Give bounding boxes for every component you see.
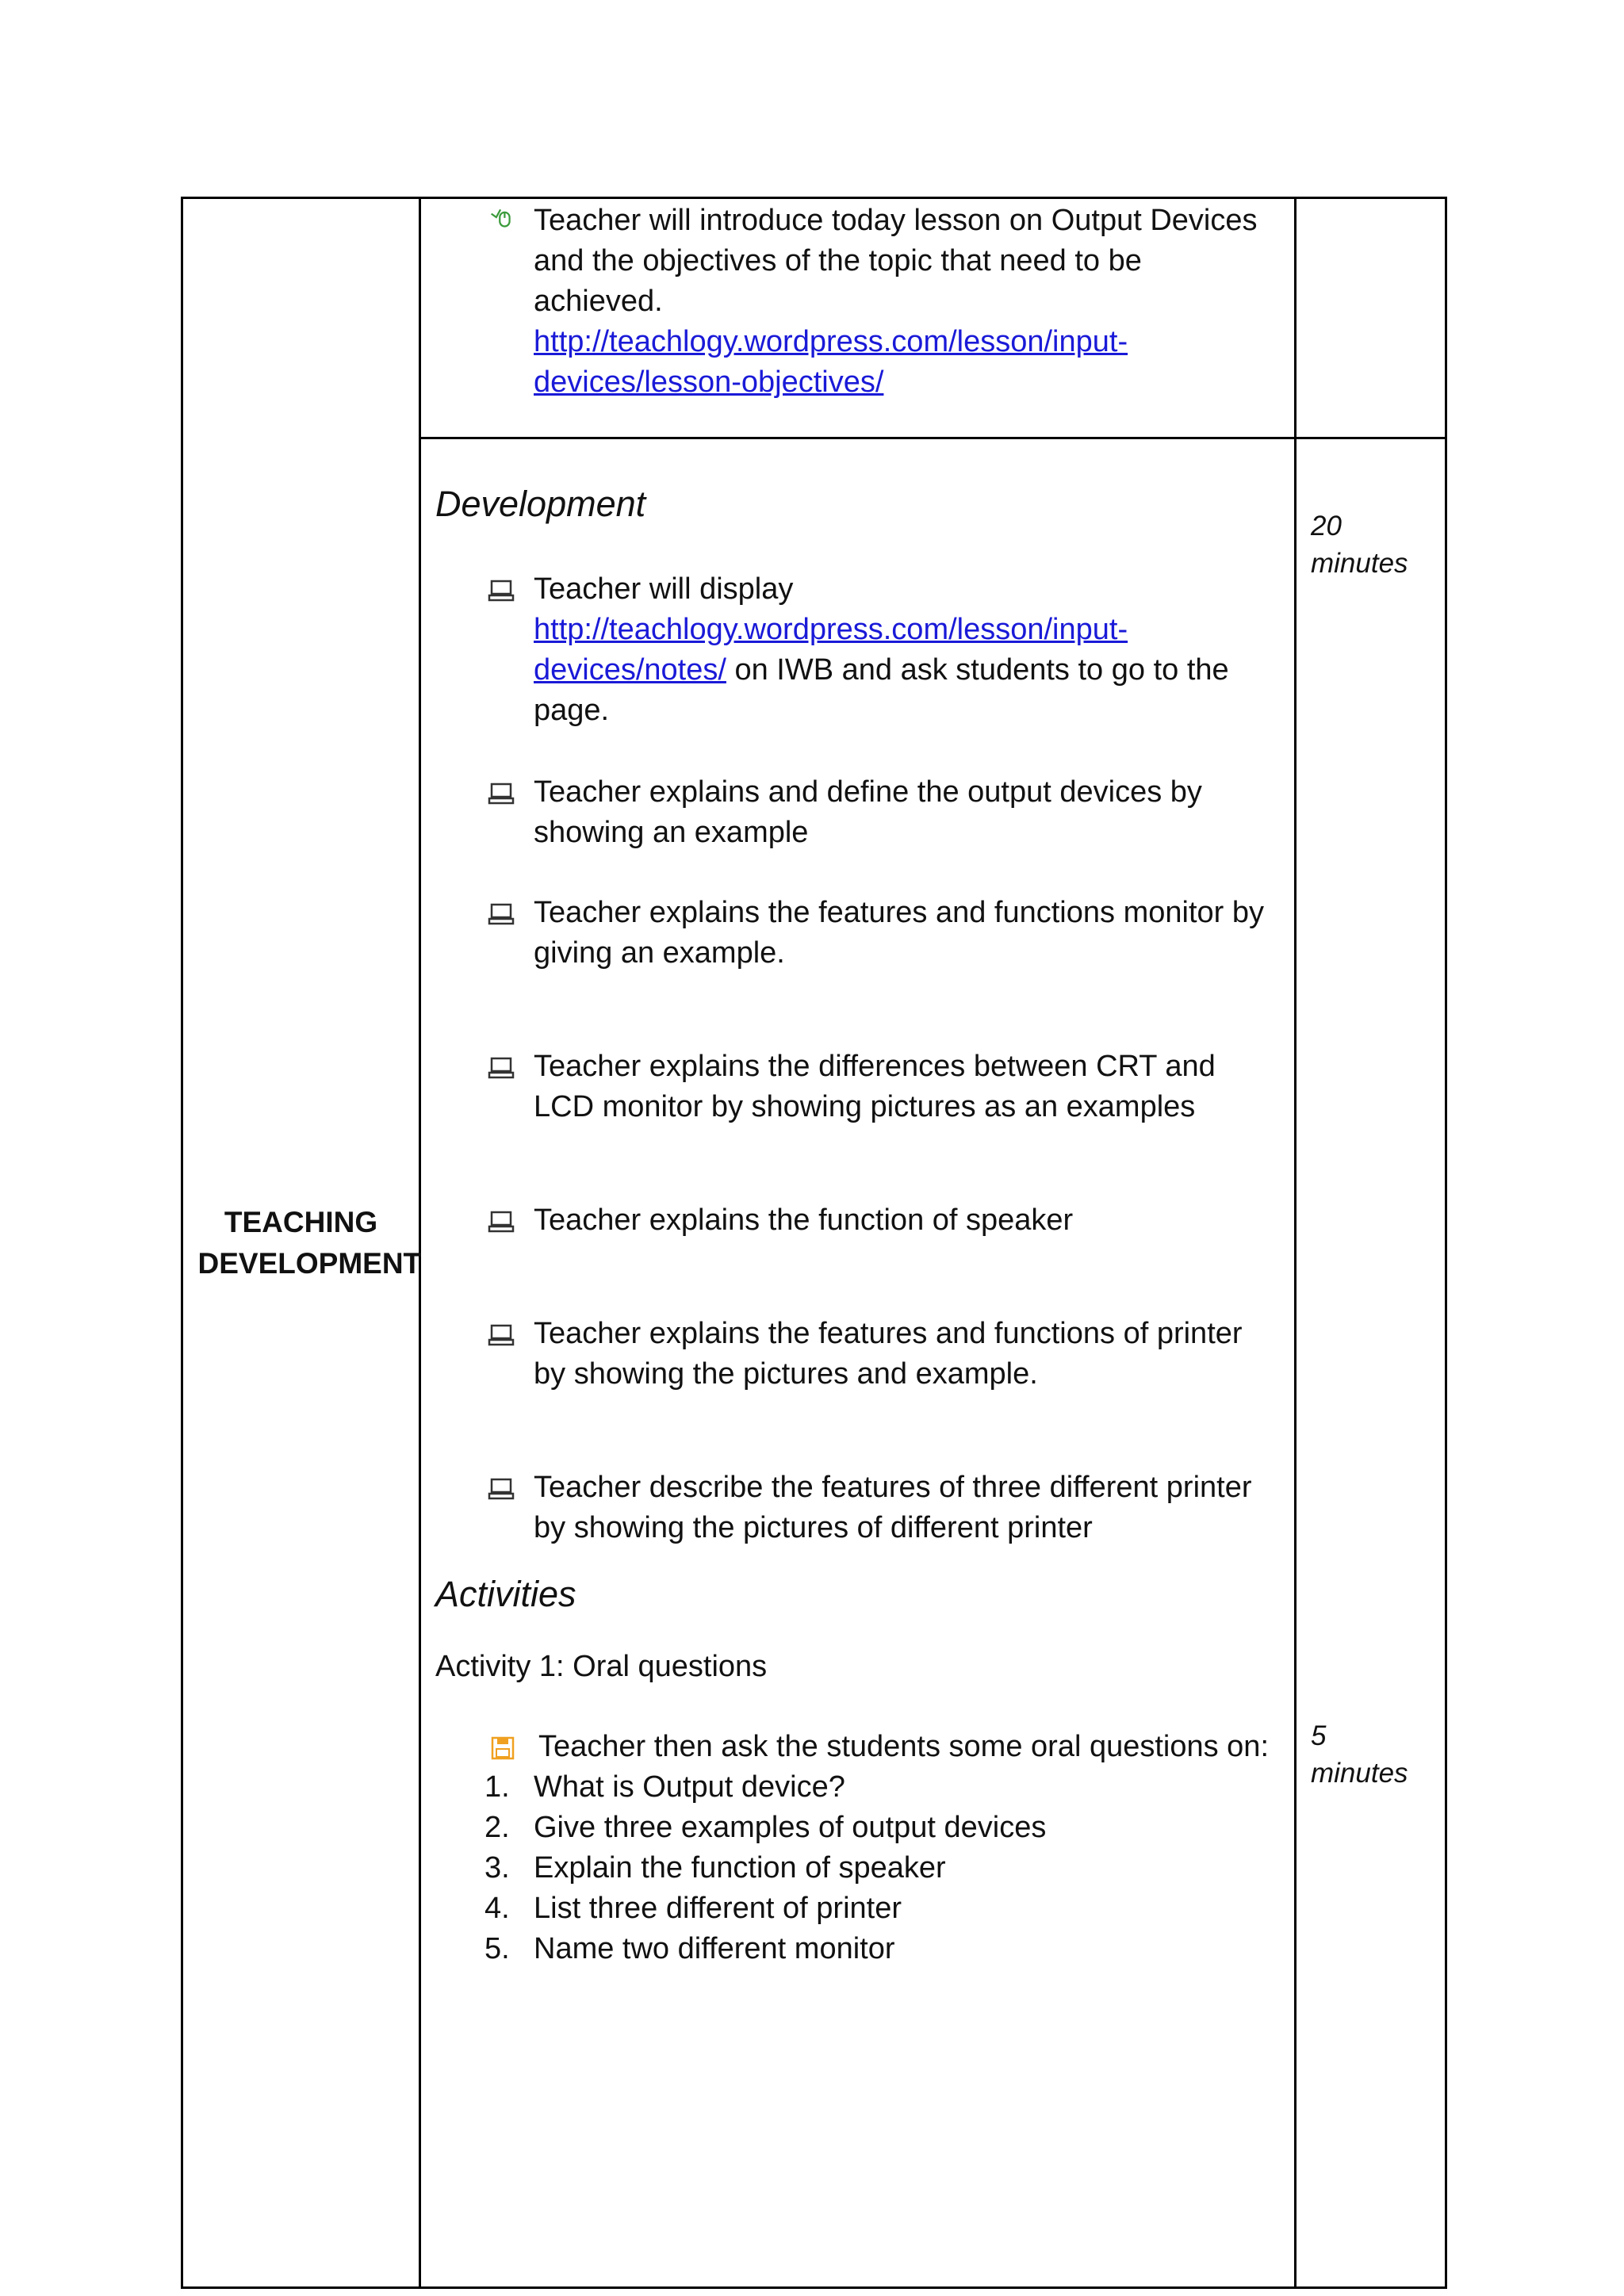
intro-cell bbox=[420, 198, 1296, 438]
question-item bbox=[421, 1767, 1294, 1808]
question-item bbox=[421, 1848, 1294, 1888]
development-item-text: Teacher describe the features of three different printer by showing the pictures of different printer bbox=[534, 1471, 1252, 1544]
development-cell bbox=[420, 438, 1296, 2288]
development-item bbox=[421, 1468, 1294, 1548]
notes-link[interactable]: http://teachlogy.wordpress.com/lesson/input-devices/notes/ bbox=[534, 613, 1128, 687]
floppy-disk-icon bbox=[491, 1736, 515, 1760]
activity-time: 5 minutes bbox=[1311, 1720, 1408, 1789]
development-item-text: Teacher explains the features and functions monitor by giving an example. bbox=[534, 896, 1264, 970]
oral-questions-prompt-text: Teacher then ask the students some oral questions on: bbox=[538, 1730, 1269, 1763]
development-item bbox=[421, 1200, 1294, 1241]
activities-heading: Activities bbox=[435, 1574, 576, 1614]
question-text: Name two different monitor bbox=[534, 1932, 895, 1965]
laptop-icon bbox=[488, 782, 515, 806]
question-text: What is Output device? bbox=[534, 1770, 845, 1804]
oral-questions-prompt bbox=[421, 1727, 1294, 1767]
question-text: Explain the function of speaker bbox=[534, 1851, 946, 1885]
section-label-cell bbox=[182, 198, 420, 2288]
intro-text: Teacher will introduce today lesson on Output Devices and the objectives of the topic that need to be achieved. bbox=[534, 204, 1258, 318]
laptop-icon bbox=[488, 579, 515, 603]
laptop-icon bbox=[488, 1477, 515, 1501]
development-time: 20 minutes bbox=[1311, 511, 1408, 579]
laptop-icon bbox=[488, 902, 515, 926]
development-item-text: Teacher explains the function of speaker bbox=[534, 1203, 1074, 1237]
laptop-icon bbox=[488, 1056, 515, 1080]
question-number: 3. bbox=[485, 1851, 510, 1885]
development-item bbox=[421, 1314, 1294, 1395]
question-item bbox=[421, 1929, 1294, 1969]
development-item bbox=[421, 772, 1294, 853]
mouse-icon bbox=[488, 205, 515, 229]
intro-time-cell bbox=[1296, 198, 1446, 438]
lesson-plan-table bbox=[181, 197, 1447, 2289]
oral-questions-list bbox=[421, 1767, 1294, 1969]
question-number: 5. bbox=[485, 1932, 510, 1965]
lesson-objectives-link[interactable]: http://teachlogy.wordpress.com/lesson/input-devices/lesson-objectives/ bbox=[534, 325, 1128, 399]
section-label: TEACHING DEVELOPMENT bbox=[197, 1205, 422, 1280]
development-item-text: Teacher will display bbox=[534, 572, 794, 606]
development-item bbox=[421, 569, 1294, 731]
intro-bullet bbox=[421, 201, 1294, 403]
development-item-text: Teacher explains the features and functions of printer by showing the pictures and example. bbox=[534, 1317, 1243, 1391]
question-item bbox=[421, 1808, 1294, 1848]
question-number: 4. bbox=[485, 1892, 510, 1925]
time-cell bbox=[1296, 438, 1446, 2288]
intro-row bbox=[182, 198, 1446, 438]
development-heading: Development bbox=[435, 484, 646, 524]
activity-title: Activity 1: Oral questions bbox=[435, 1650, 768, 1683]
development-item-text-after: on IWB and ask students to go to the page. bbox=[534, 653, 1229, 727]
development-item bbox=[421, 893, 1294, 974]
question-text: List three different of printer bbox=[534, 1892, 902, 1925]
development-item bbox=[421, 1047, 1294, 1127]
question-text: Give three examples of output devices bbox=[534, 1811, 1047, 1844]
laptop-icon bbox=[488, 1210, 515, 1234]
question-item bbox=[421, 1888, 1294, 1929]
question-number: 1. bbox=[485, 1770, 510, 1804]
question-number: 2. bbox=[485, 1811, 510, 1844]
laptop-icon bbox=[488, 1323, 515, 1347]
development-item-text: Teacher explains and define the output devices by showing an example bbox=[534, 775, 1202, 849]
development-item-text: Teacher explains the differences between CRT and LCD monitor by showing pictures as an examples bbox=[534, 1050, 1216, 1123]
